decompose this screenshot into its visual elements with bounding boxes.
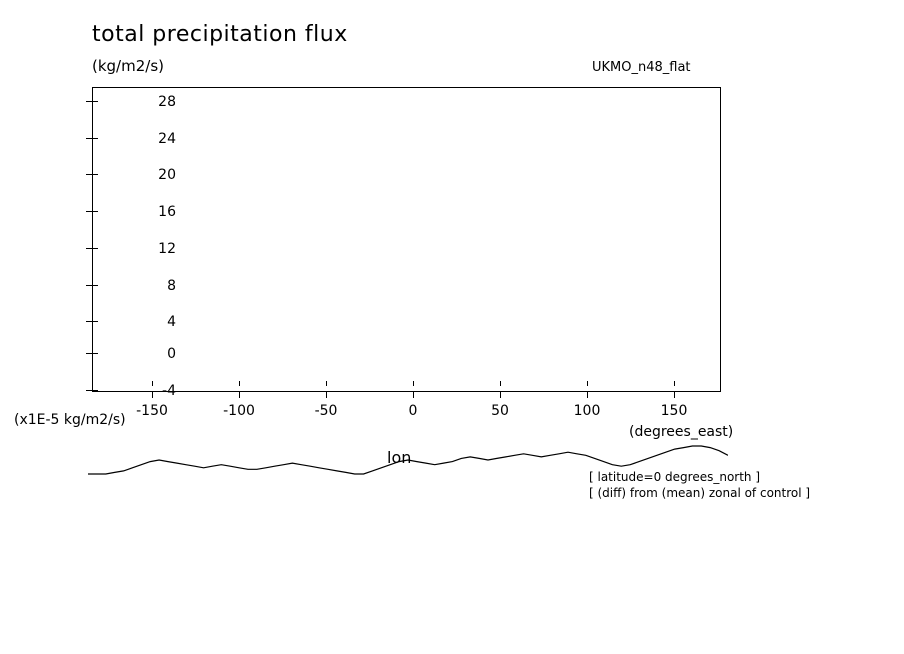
xtick-mark-inner	[239, 381, 240, 386]
xtick-mark-inner	[674, 381, 675, 386]
ytick-mark-inner	[93, 285, 98, 286]
ytick-mark-inner	[93, 174, 98, 175]
ytick-label: 0	[167, 346, 176, 362]
xtick-mark-inner	[500, 381, 501, 386]
xtick-label: 0	[408, 403, 418, 419]
ytick-mark	[86, 353, 92, 354]
plot-frame	[92, 87, 721, 392]
ytick-mark	[86, 211, 92, 212]
xaxis-units-label: (degrees_east)	[629, 424, 734, 440]
ytick-label: 24	[158, 131, 176, 147]
xaxis-label: lon	[387, 448, 412, 467]
xtick-mark	[587, 392, 588, 398]
ytick-mark	[86, 248, 92, 249]
xtick-label: -100	[223, 403, 255, 419]
ytick-mark	[86, 390, 92, 391]
ytick-label: 16	[158, 204, 176, 220]
ytick-mark	[86, 321, 92, 322]
xtick-mark	[413, 392, 414, 398]
xtick-mark-inner	[152, 381, 153, 386]
ytick-mark-inner	[93, 101, 98, 102]
ytick-mark	[86, 174, 92, 175]
xtick-label: -150	[136, 403, 168, 419]
chart-title: total precipitation flux	[92, 22, 348, 47]
xtick-mark	[239, 392, 240, 398]
xtick-mark-inner	[326, 381, 327, 386]
annotation-diff: [ (diff) from (mean) zonal of control ]	[589, 486, 811, 500]
ytick-mark-inner	[93, 248, 98, 249]
xtick-mark	[674, 392, 675, 398]
ytick-mark-inner	[93, 321, 98, 322]
ytick-label: 4	[167, 314, 176, 330]
ytick-label: -4	[162, 383, 176, 399]
xtick-label: 150	[660, 403, 688, 419]
xtick-mark	[152, 392, 153, 398]
ytick-label: 12	[158, 241, 176, 257]
ytick-mark-inner	[93, 138, 98, 139]
data-series-line	[88, 440, 728, 480]
ytick-label: 20	[158, 167, 176, 183]
xtick-label: 100	[573, 403, 601, 419]
xtick-label: -50	[314, 403, 338, 419]
yaxis-units-label: (x1E-5 kg/m2/s)	[14, 412, 126, 428]
xtick-label: 50	[491, 403, 509, 419]
ytick-mark-inner	[93, 211, 98, 212]
ytick-label: 28	[158, 94, 176, 110]
ytick-mark-inner	[93, 390, 98, 391]
chart-units-label: (kg/m2/s)	[92, 57, 164, 75]
xtick-mark	[500, 392, 501, 398]
xtick-mark-inner	[587, 381, 588, 386]
xtick-mark-inner	[413, 381, 414, 386]
ytick-mark-inner	[93, 353, 98, 354]
ytick-mark	[86, 138, 92, 139]
xtick-mark	[326, 392, 327, 398]
dataset-label: UKMO_n48_flat	[592, 60, 691, 75]
ytick-mark	[86, 285, 92, 286]
ytick-label: 8	[167, 278, 176, 294]
ytick-mark	[86, 101, 92, 102]
annotation-latitude: [ latitude=0 degrees_north ]	[589, 470, 761, 484]
